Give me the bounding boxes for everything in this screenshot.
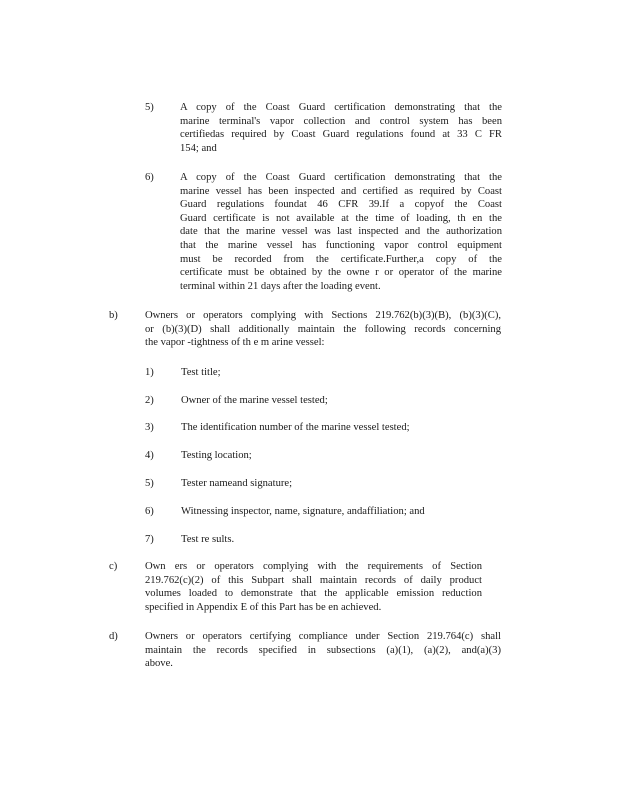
text-line: specified in Appendix E of this Part has be en achieved. xyxy=(145,601,382,613)
item-text xyxy=(145,560,482,614)
item-marker: 5) xyxy=(145,102,154,113)
text-line: date that the marine vessel was last inspected and the authorization xyxy=(180,226,502,238)
text-line: Guard certificate is not available at the time of loading, th en the xyxy=(180,212,502,224)
item-text xyxy=(145,630,501,671)
text-line: the vapor -tightness of th e m arine vessel: xyxy=(145,337,325,349)
item-marker: 3) xyxy=(145,422,154,433)
text-line: certifiedas required by Coast Guard regulations found at 33 C FR xyxy=(180,129,502,141)
text-line: A copy of the Coast Guard certification demonstrating that the xyxy=(180,172,502,183)
text-line: Guard regulations foundat 46 CFR 39.If a copyof the Coast xyxy=(180,199,502,211)
item-marker: d) xyxy=(109,631,118,642)
item-marker: 7) xyxy=(145,534,154,545)
text-line: Owners or operators complying with Sections 219.762(b)(3)(B), (b)(3)(C), xyxy=(145,310,501,321)
text-line: marine terminal's vapor collection and control system has been xyxy=(180,115,502,127)
item-text: Test title; xyxy=(181,367,221,378)
item-text: Testing location; xyxy=(181,450,252,461)
item-marker: 1) xyxy=(145,367,154,378)
text-line: marine vessel has been inspected and certified as required by Coast xyxy=(180,185,502,197)
item-text xyxy=(180,171,502,293)
item-marker: 4) xyxy=(145,450,154,461)
item-text: Owner of the marine vessel tested; xyxy=(181,395,328,406)
text-line: A copy of the Coast Guard certification demonstrating that the xyxy=(180,102,502,113)
text-line: that the marine vessel has functioning vapor control equipment xyxy=(180,239,502,251)
text-line: Own ers or operators complying with the requirements of Section xyxy=(145,561,482,572)
text-line: maintain the records specified in subsections (a)(1), (a)(2), and(a)(3) xyxy=(145,644,501,656)
text-line: volumes loaded to demonstrate that the applicable emission reduction xyxy=(145,588,482,600)
item-marker: b) xyxy=(109,310,118,321)
item-text: The identification number of the marine vessel tested; xyxy=(181,422,410,433)
item-text: Test re sults. xyxy=(181,534,235,545)
text-line: or (b)(3)(D) shall additionally maintain the following records concerning xyxy=(145,323,501,335)
text-line: above. xyxy=(145,658,173,670)
item-marker: 2) xyxy=(145,395,154,406)
item-marker: c) xyxy=(109,561,118,572)
item-marker: 6) xyxy=(145,506,154,517)
text-line: 219.762(c)(2) of this Subpart shall maintain records of daily product xyxy=(145,574,482,586)
item-marker: 6) xyxy=(145,172,154,183)
item-marker: 5) xyxy=(145,478,154,489)
text-line: terminal within 21 days after the loading event. xyxy=(180,280,381,292)
text-line: 154; and xyxy=(180,142,217,154)
item-text: Witnessing inspector, name, signature, andaffiliation; and xyxy=(181,506,425,517)
item-text xyxy=(145,309,501,350)
item-text: Tester nameand signature; xyxy=(181,478,293,489)
text-line: Owners or operators certifying compliance under Section 219.764(c) shall xyxy=(145,631,501,642)
text-line: must be recorded from the certificate.Further,a copy of the xyxy=(180,253,502,265)
text-line: certificate must be obtained by the owne r or operator of the marine xyxy=(180,267,502,279)
item-text xyxy=(180,101,502,155)
